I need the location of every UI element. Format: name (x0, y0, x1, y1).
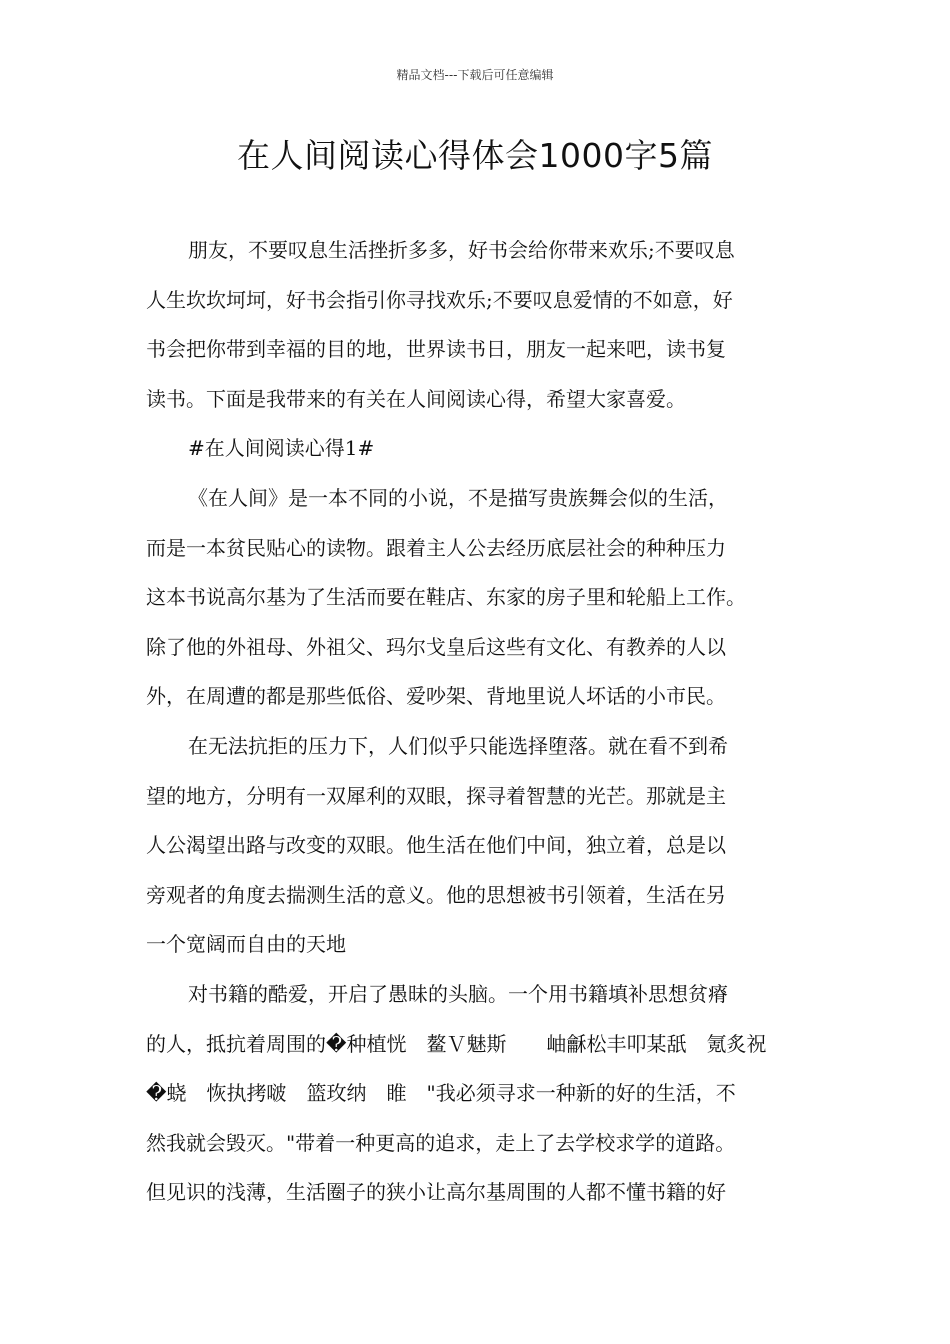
text-line: 望的地方，分明有一双犀利的双眼，探寻着智慧的光芒。那就是主 (146, 783, 726, 808)
text-line: 而是一本贫民贴心的读物。跟着主人公去经历底层社会的种种压力 (146, 535, 726, 560)
page-header: 精品文档---下载后可任意编辑 (396, 68, 554, 82)
text-line: 对书籍的酷爱，开启了愚昧的头脑。一个用书籍填补思想贫瘠 (188, 981, 728, 1006)
text-line: 外，在周遭的都是那些低俗、爱吵架、背地里说人坏话的小市民。 (146, 684, 726, 709)
document-body (146, 232, 846, 1224)
text-line: �蛲 恢执拷啵 篮玫纳 睢 "我必须寻求一种新的好的生活，不 (146, 1081, 736, 1106)
text-line: 但见识的浅薄，生活圈子的狭小让高尔基周围的人都不懂书籍的好 (146, 1180, 726, 1205)
text-line: 的人，抵抗着周围的�种植恍 鳌Ｖ魅斯 岫龢松丰叩某舐 氪炙祝 (146, 1031, 767, 1056)
text-line: 除了他的外祖母、外祖父、玛尔戈皇后这些有文化、有教养的人以 (146, 634, 726, 659)
text-line: 人公渴望出路与改变的双眼。他生活在他们中间，独立着，总是以 (146, 833, 726, 858)
text-line: 一个宽阔而自由的天地 (146, 932, 346, 957)
text-line: 人生坎坎坷坷，好书会指引你寻找欢乐;不要叹息爱情的不如意，好 (146, 287, 733, 312)
text-line: 旁观者的角度去揣测生活的意义。他的思想被书引领着，生活在另 (146, 882, 726, 907)
text-line: 朋友，不要叹息生活挫折多多，好书会给你带来欢乐;不要叹息 (188, 238, 735, 262)
text-line: 书会把你带到幸福的目的地，世界读书日，朋友一起来吧，读书复 (146, 337, 726, 362)
document-title: 在人间阅读心得体会1000字5篇 (237, 136, 713, 175)
text-line: 然我就会毁灭。"带着一种更高的追求，走上了去学校求学的道路。 (146, 1130, 736, 1155)
text-line: 这本书说高尔基为了生活而要在鞋店、东家的房子里和轮船上工作。 (146, 585, 746, 610)
text-line: 读书。下面是我带来的有关在人间阅读心得，希望大家喜爱。 (146, 386, 686, 411)
text-line: 《在人间》是一本不同的小说，不是描写贵族舞会似的生活， (188, 485, 728, 510)
text-line: 在无法抗拒的压力下，人们似乎只能选择堕落。就在看不到希 (188, 733, 728, 758)
text-line: #在人间阅读心得1# (188, 436, 375, 461)
